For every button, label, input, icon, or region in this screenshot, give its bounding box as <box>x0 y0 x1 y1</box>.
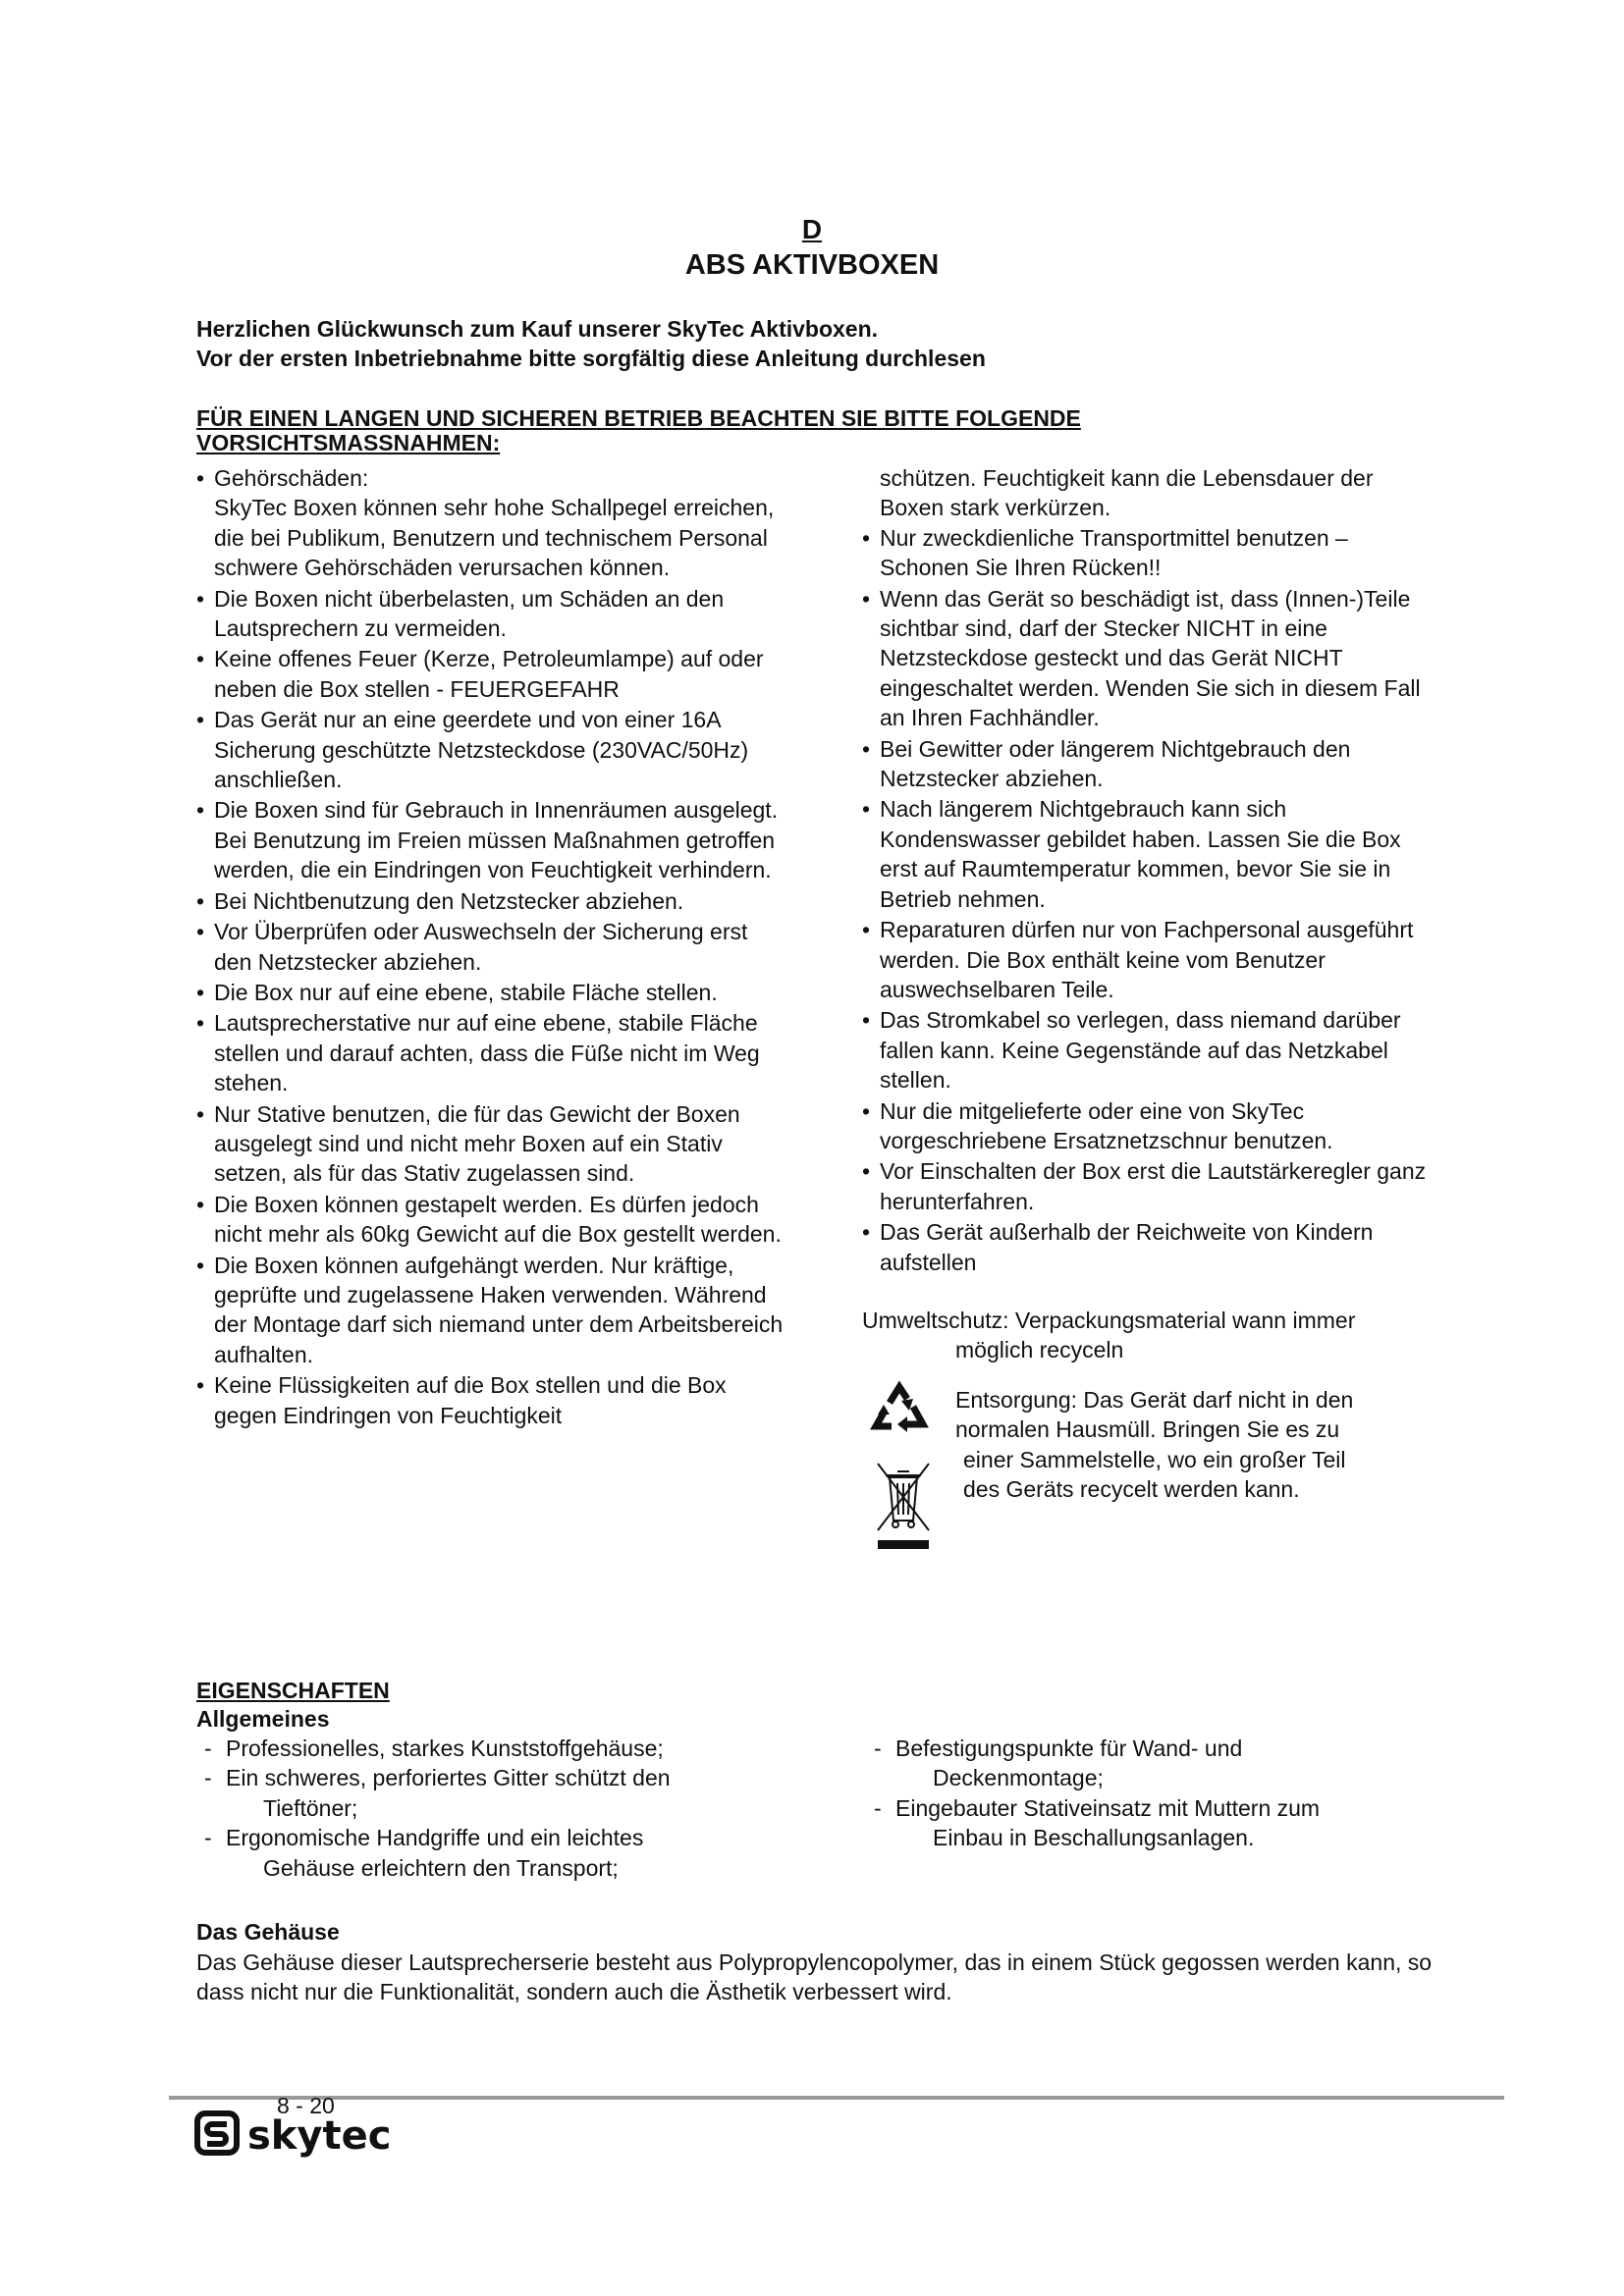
safety-item: • Bei Gewitter oder längerem Nichtgebrauch den Netzstecker abziehen. <box>862 734 1441 794</box>
safety-continuation: schützen. Feuchtigkeit kann die Lebensdauer der Boxen stark verkürzen. <box>880 465 1374 521</box>
intro <box>196 314 986 373</box>
environment-line-2: möglich recyceln <box>955 1337 1124 1363</box>
safety-item: • Keine offenes Feuer (Kerze, Petroleumlampe) auf oder neben die Box stellen - FEUERGEFAHR <box>196 644 785 704</box>
language-code: D <box>801 214 823 244</box>
disposal-block <box>862 1377 1441 1556</box>
safety-item: • Vor Überprüfen oder Auswechseln der Sicherung erst den Netzstecker abziehen. <box>196 917 785 977</box>
features-subheading: Allgemeines <box>196 1706 330 1732</box>
safety-item: • Nach längerem Nichtgebrauch kann sich Kondenswasser gebildet haben. Lassen Sie die Box erst auf Raumtemperatur kommen, bevor Sie sie in Betrieb nehmen. <box>862 794 1441 914</box>
disposal-line: einer Sammelstelle, wo ein großer Teil <box>963 1446 1346 1472</box>
safety-item: • Lautsprecherstative nur auf eine ebene, stabile Fläche stellen und darauf achten, dass die Füße nicht im Weg stehen. <box>196 1008 785 1097</box>
safety-item: • Wenn das Gerät so beschädigt ist, dass (Innen-)Teile sichtbar sind, darf der Stecker NICHT in eine Netzsteckdose gesteckt und das Gerät NICHT eingeschaltet werden. Wenden Sie sich in diesem Fall an Ihren Fachhändler. <box>862 584 1441 733</box>
safety-item: • Das Gerät nur an eine geerdete und von einer 16A Sicherung geschützte Netzsteckdose (230VAC/50Hz) anschließen. <box>196 705 785 794</box>
safety-item: • Das Stromkabel so verlegen, dass niemand darüber fallen kann. Keine Gegenstände auf das Netzkabel stellen. <box>862 1005 1441 1095</box>
safety-item: • Nur Stative benutzen, die für das Gewicht der Boxen ausgelegt sind und nicht mehr Boxen auf ein Stativ setzen, als für das Stativ zugelassen sind. <box>196 1099 785 1189</box>
features-right <box>874 1734 1463 1853</box>
feature-item: - Befestigungspunkte für Wand- und Deckenmontage; <box>874 1735 1243 1791</box>
safety-item: • Vor Einschalten der Box erst die Lautstärkeregler ganz herunterfahren. <box>862 1156 1441 1216</box>
feature-item: - Professionelles, starkes Kunststoffgehäuse; <box>204 1735 664 1761</box>
environment-line-1: Umweltschutz: Verpackungsmaterial wann immer <box>862 1307 1356 1333</box>
safety-item: • Die Boxen sind für Gebrauch in Innenräumen ausgelegt. Bei Benutzung im Freien müssen Maßnahmen getroffen werden, die ein Eindringen von Feuchtigkeit verhindern. <box>196 795 785 884</box>
features-heading: EIGENSCHAFTEN <box>196 1678 390 1703</box>
safety-item: • Bei Nichtbenutzung den Netzstecker abziehen. <box>196 886 785 916</box>
disposal-line: Entsorgung: Das Gerät darf nicht in den <box>955 1386 1354 1413</box>
safety-item: • Reparaturen dürfen nur von Fachpersonal ausgeführt werden. Die Box enthält keine vom Benutzer auswechselbaren Teile. <box>862 915 1441 1004</box>
safety-item: • Die Boxen können gestapelt werden. Es dürfen jedoch nicht mehr als 60kg Gewicht auf die Box gestellt werden. <box>196 1190 785 1250</box>
safety-heading: FÜR EINEN LANGEN UND SICHEREN BETRIEB BEACHTEN SIE BITTE FOLGENDE VORSICHTSMASSNAHMEN: <box>196 405 1081 455</box>
feature-item: - Ein schweres, perforiertes Gitter schützt den Tieftöner; <box>204 1765 671 1821</box>
housing-heading: Das Gehäuse <box>196 1919 340 1945</box>
intro-line-1: Herzlichen Glückwunsch zum Kauf unserer SkyTec Aktivboxen. <box>196 316 879 342</box>
disposal-text <box>955 1385 1446 1505</box>
hearing-detail: SkyTec Boxen können sehr hohe Schallpegel erreichen, die bei Publikum, Benutzern und technischem Personal schwere Gehörschäden verursachen können. <box>214 495 775 581</box>
recycle-icon <box>868 1377 931 1440</box>
crossed-bin-icon <box>874 1458 933 1552</box>
features-left <box>204 1734 793 1883</box>
feature-item: - Eingebauter Stativeinsatz mit Muttern zum Einbau in Beschallungsanlagen. <box>874 1794 1321 1851</box>
footer-divider <box>169 2096 1504 2100</box>
safety-right-column <box>862 463 1441 1556</box>
environment-note <box>862 1306 1441 1365</box>
feature-item: - Ergonomische Handgriffe und ein leichtes Gehäuse erleichtern den Transport; <box>204 1825 644 1881</box>
disposal-line: normalen Hausmüll. Bringen Sie es zu <box>955 1416 1340 1443</box>
safety-item: • Das Gerät außerhalb der Reichweite von Kindern aufstellen <box>862 1217 1441 1277</box>
safety-item: • Keine Flüssigkeiten auf die Box stellen und die Box gegen Eindringen von Feuchtigkeit <box>196 1370 785 1430</box>
safety-item: • Nur zweckdienliche Transportmittel benutzen – Schonen Sie Ihren Rücken!! <box>862 523 1441 583</box>
safety-item: • Die Boxen nicht überbelasten, um Schäden an den Lautsprechern zu vermeiden. <box>196 584 785 644</box>
housing-text: Das Gehäuse dieser Lautsprecherserie besteht aus Polypropylencopolymer, das in einem Stück gegossen werden kann, so dass nicht nur die Funktionalität, sondern auch die Ästhetik verbessert wird. <box>196 1949 1433 2004</box>
page-title: ABS AKTIVBOXEN <box>684 249 940 281</box>
safety-item: • Die Box nur auf eine ebene, stabile Fläche stellen. <box>196 978 785 1007</box>
safety-item: • Nur die mitgelieferte oder eine von SkyTec vorgeschriebene Ersatznetzschnur benutzen. <box>862 1096 1441 1156</box>
intro-line-2: Vor der ersten Inbetriebnahme bitte sorgfältig diese Anleitung durchlesen <box>196 346 986 371</box>
disposal-line: des Geräts recycelt werden kann. <box>963 1476 1300 1502</box>
safety-item: • Gehörschäden: SkyTec Boxen können sehr hohe Schallpegel erreichen, die bei Publikum, Benutzern und technischem Personal schwere Gehörschäden verursachen können. <box>196 463 785 583</box>
safety-item: • Die Boxen können aufgehängt werden. Nur kräftige, geprüfte und zugelassene Haken verwenden. Während der Montage darf sich niemand unter dem Arbeitsbereich aufhalten. <box>196 1251 785 1370</box>
page-number: 8 - 20 <box>277 2093 335 2118</box>
logo-wordmark: skytec <box>247 2113 392 2159</box>
safety-left-column <box>196 463 785 1431</box>
